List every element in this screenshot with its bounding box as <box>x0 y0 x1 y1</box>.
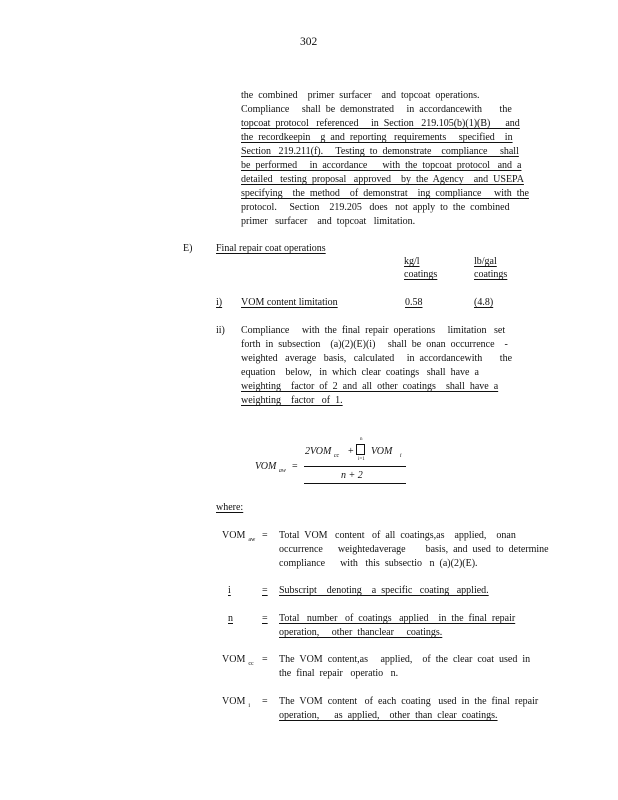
paragraph-line: detailed testing proposal approved by the Agency and USEPA <box>241 174 524 185</box>
paragraph-line: the combined primer surfacer and topcoat operations. <box>241 90 480 101</box>
item-ii-line: weighting factor of 1. <box>241 395 343 406</box>
equation-term-vom: VOM $_i$ <box>371 446 402 459</box>
definition-text-line: Total number of coatings applied in the final repair <box>279 613 516 624</box>
paragraph-line: be performed in accordance with the topcoat protocol and a <box>241 160 522 171</box>
item-ii-line: weighting factor of 2 and all other coatings shall have a <box>241 381 499 392</box>
sum-upper-limit: n <box>360 437 363 442</box>
definition-equals: = <box>262 613 268 624</box>
paragraph-line: topcoat protocol referenced in Section 219.105(b)(1)(B) and <box>241 118 520 129</box>
definition-text-line: the final repair operatio n. <box>279 668 399 679</box>
definition-text-line: operation, as applied, other than clear coatings. <box>279 710 498 721</box>
column-lbgal-coatings: coatings <box>474 269 508 280</box>
item-i-kgl-value: 0.58 <box>405 297 423 308</box>
definition-term: VOM $_{aw}$ <box>222 530 256 543</box>
definition-text-line: Subscript denoting a specific coating applied. <box>279 585 489 596</box>
definition-equals: = <box>262 530 268 541</box>
item-i-label: i) <box>216 297 223 308</box>
item-ii-line: equation below, in which clear coatings shall have a <box>241 367 479 378</box>
equation-plus: + <box>348 446 354 457</box>
definition-equals: = <box>262 654 268 665</box>
definition-term: n <box>228 613 233 624</box>
item-ii-line: weighted average basis, calculated in accordancewith the <box>241 353 513 364</box>
item-ii-label: ii) <box>216 325 225 336</box>
sum-lower-limit: i=1 <box>358 457 365 462</box>
column-kgl-coatings: coatings <box>404 269 438 280</box>
sum-symbol-icon <box>356 444 365 455</box>
item-i-lbgal-value: (4.8) <box>474 297 494 308</box>
paragraph-line: Compliance shall be demonstrated in accordancewith the <box>241 104 512 115</box>
definition-text-line: compliance with this subsectio n (a)(2)(E). <box>279 558 478 569</box>
paragraph-line: Section 219.211(f). Testing to demonstrate compliance shall <box>241 146 519 157</box>
paragraph-line: the recordkeepin g and reporting requirements specified in <box>241 132 513 143</box>
definition-term: VOM $_i$ <box>222 696 251 709</box>
paragraph-line: primer surfacer and topcoat limitation. <box>241 216 416 227</box>
definition-text-line: The VOM content of each coating used in the final repair <box>279 696 539 707</box>
item-i-text: VOM content limitation <box>241 297 338 308</box>
fraction-bar-bottom <box>304 483 406 484</box>
section-e-label: E) <box>183 243 193 254</box>
definition-text-line: occurrence weightedaverage basis, and used to determine <box>279 544 549 555</box>
definition-equals: = <box>262 585 268 596</box>
definition-text-line: The VOM content,as applied, of the clear coat used in <box>279 654 531 665</box>
fraction-bar-top <box>304 466 406 467</box>
section-e-title: Final repair coat operations <box>216 243 326 254</box>
paragraph-line: specifying the method of demonstrat ing compliance with the <box>241 188 529 199</box>
column-lbgal-unit: lb/gal <box>474 256 497 267</box>
page-number: 302 <box>300 36 318 48</box>
equation-lhs: VOM $_{aw}$ <box>255 461 286 474</box>
definition-text-line: Total VOM content of all coatings,as applied, onan <box>279 530 516 541</box>
paragraph-line: protocol. Section 219.205 does not apply to the combined <box>241 202 510 213</box>
definition-equals: = <box>262 696 268 707</box>
equation-equals: = <box>292 461 298 472</box>
equation-denominator: n + 2 <box>341 470 363 481</box>
where-label: where: <box>216 502 244 513</box>
definition-term: VOM $_{cc}$ <box>222 654 254 667</box>
definition-term: i <box>228 585 231 596</box>
definition-text-line: operation, other thanclear coatings. <box>279 627 443 638</box>
item-ii-line: forth in subsection (a)(2)(E)(i) shall be onan occurrence - <box>241 339 508 350</box>
item-ii-line: Compliance with the final repair operations limitation set <box>241 325 506 336</box>
equation-numerator-vom: 2VOM $_{cc}$ <box>305 446 340 459</box>
column-kgl-unit: kg/l <box>404 256 420 267</box>
